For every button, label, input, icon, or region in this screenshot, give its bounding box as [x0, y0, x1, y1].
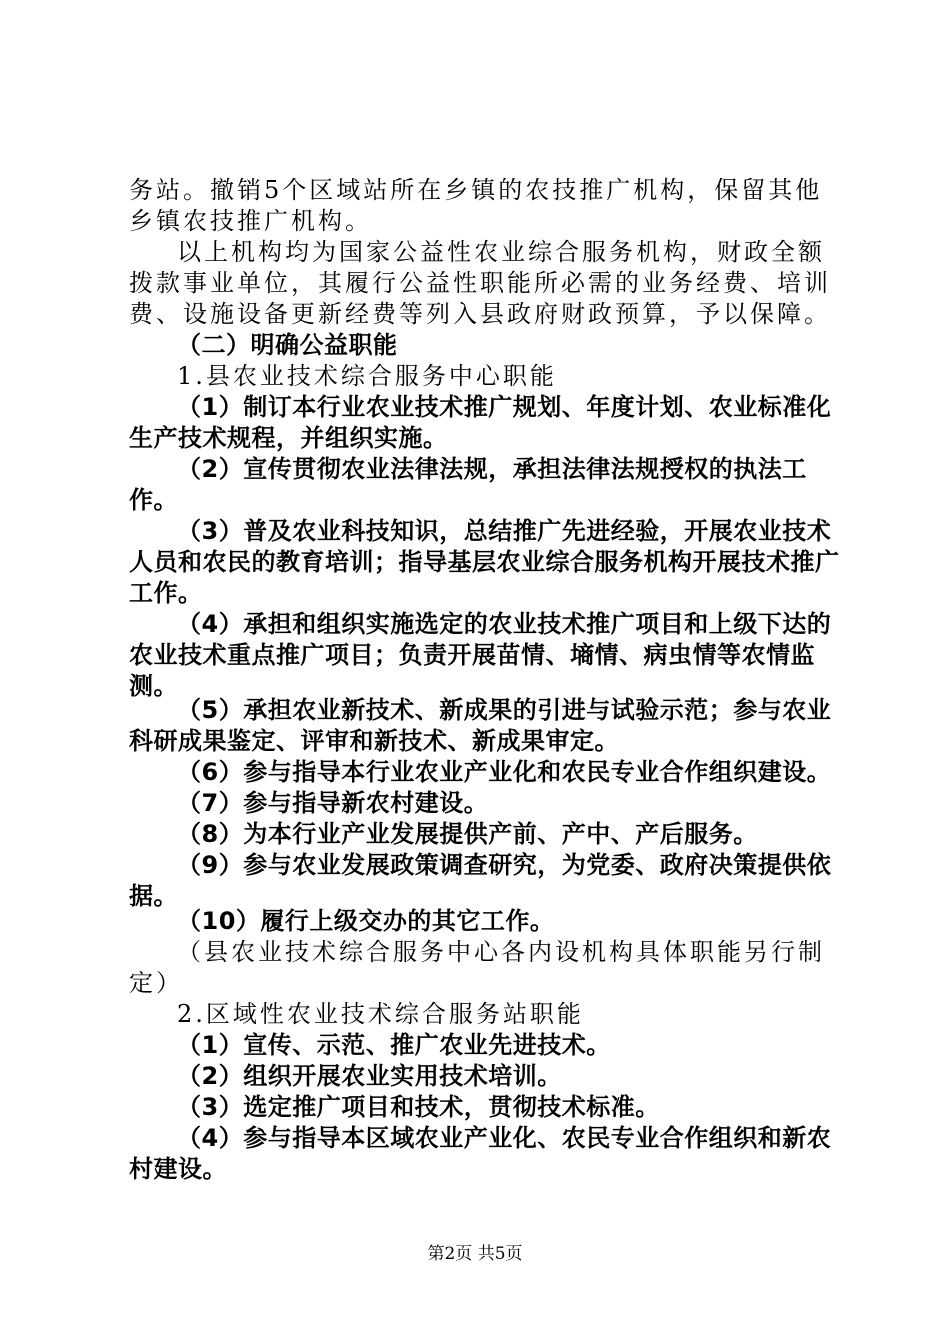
list-item: （1）宣传、示范、推广农业先进技术。 — [177, 1031, 611, 1059]
list-item: （4）承担和组织实施选定的农业技术推广项目和上级下达的农业技术重点推广项目；负责开展苗情、墒情、病虫情等农情监测。 — [129, 610, 832, 700]
paragraph-continuation: 务站。撤销5个区域站所在乡镇的农技推广机构，保留其他乡镇农技推广机构。 — [129, 176, 823, 235]
list-item: （1）制订本行业农业技术推广规划、年度计划、农业标准化生产技术规程，并组织实施。 — [129, 393, 832, 452]
list-item: （8）为本行业产业发展提供产前、产中、产后服务。 — [177, 820, 758, 848]
list-item: （3）选定推广项目和技术，贯彻技术标准。 — [177, 1093, 660, 1121]
page-number-footer: 第2页 共5页 — [427, 1244, 523, 1264]
list-item: （7）参与指导新农村建设。 — [177, 789, 489, 817]
list-item: （2）组织开展农业实用技术培训。 — [177, 1062, 562, 1090]
list-item: （3）普及农业科技知识，总结推广先进经验，开展农业技术人员和农民的教育培训；指导基层农业综合服务机构开展技术推广工作。 — [129, 517, 840, 607]
note-paragraph: （县农业技术综合服务中心各内设机构具体职能另行制定） — [129, 938, 825, 997]
paragraph-funding: 以上机构均为国家公益性农业综合服务机构，财政全额拨款事业单位，其履行公益性职能所必需的业务经费、培训费、设施设备更新经费等列入县政府财政预算，予以保障。 — [129, 238, 831, 328]
list-item: （10）履行上级交办的其它工作。 — [177, 907, 555, 935]
list-item: （2）宣传贯彻农业法律法规，承担法律法规授权的执法工作。 — [129, 455, 807, 514]
list-item: （9）参与农业发展政策调查研究，为党委、政府决策提供依据。 — [129, 851, 832, 910]
list-item: （5）承担农业新技术、新成果的引进与试验示范；参与农业科研成果鉴定、评审和新技术、新成果审定。 — [129, 696, 832, 755]
subsection-heading: 1.县农业技术综合服务中心职能 — [177, 362, 557, 390]
subsection-heading: 2.区域性农业技术综合服务站职能 — [177, 1000, 584, 1028]
section-heading: （二）明确公益职能 — [177, 331, 398, 359]
list-item: （4）参与指导本区域农业产业化、农民专业合作组织和新农村建设。 — [129, 1124, 832, 1183]
list-item: （6）参与指导本行业农业产业化和农民专业合作组织建设。 — [177, 758, 832, 786]
